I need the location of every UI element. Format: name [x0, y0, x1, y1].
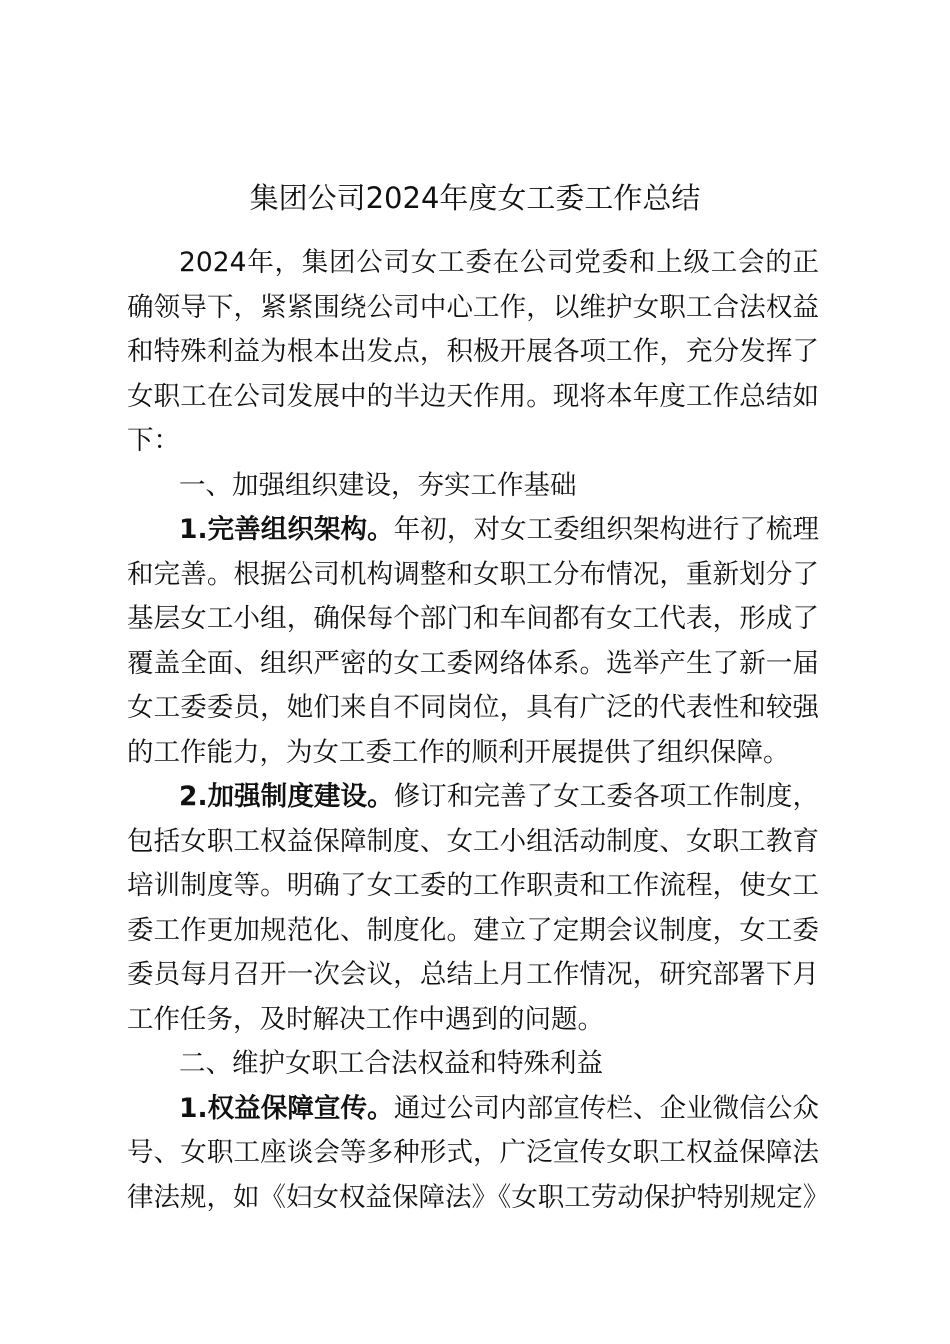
section-1-item-1-lead: 1.完善组织架构。 [179, 514, 394, 545]
section-1-item-2-paragraph [127, 775, 819, 1042]
section-2-item-1-paragraph [127, 1087, 830, 1221]
section-2-item-1-text: 通过公司内部宣传栏、企业微信公众号、女职工座谈会等多种形式，广泛宣传女职工权益保障法律法规，如《妇女权益保障法》《女职工劳动保护特别规定》 [127, 1092, 830, 1213]
section-1-item-2-lead: 2.加强制度建设。 [179, 781, 394, 812]
document-title: 集团公司2024年度女工委工作总结 [249, 181, 701, 215]
section-2-item-1-lead: 1.权益保障宣传。 [179, 1092, 394, 1124]
intro-paragraph: 2024年，集团公司女工委在公司党委和上级工会的正确领导下，紧紧围绕公司中心工作，以维护女职工合法权益和特殊利益为根本出发点，积极开展各项工作，充分发挥了女职工在公司发展中的半边天作用。现将本年度工作总结如下： [127, 247, 819, 456]
document-body [127, 241, 830, 1220]
section-1-heading: 一、加强组织建设，夯实工作基础 [179, 469, 577, 501]
section-1-item-1-paragraph [127, 508, 819, 775]
section-2-heading: 二、维护女职工合法权益和特殊利益 [179, 1048, 603, 1079]
section-1-item-1-text: 年初，对女工委组织架构进行了梳理和完善。根据公司机构调整和女职工分布情况，重新划分了基层女工小组，确保每个部门和车间都有女工代表，形成了覆盖全面、组织严密的女工委网络体系。选举产生了新一届女工委委员，她们来自不同岗位，具有广泛的代表性和较强的工作能力，为女工委工作的顺利开展提供了组织保障。 [127, 514, 819, 768]
section-1-item-2-text: 修订和完善了女工委各项工作制度，包括女职工权益保障制度、女工小组活动制度、女职工教育培训制度等。明确了女工委的工作职责和工作流程，使女工委工作更加规范化、制度化。建立了定期会议制度，女工委委员每月召开一次会议，总结上月工作情况，研究部署下月工作任务，及时解决工作中遇到的问题。 [127, 781, 819, 1035]
